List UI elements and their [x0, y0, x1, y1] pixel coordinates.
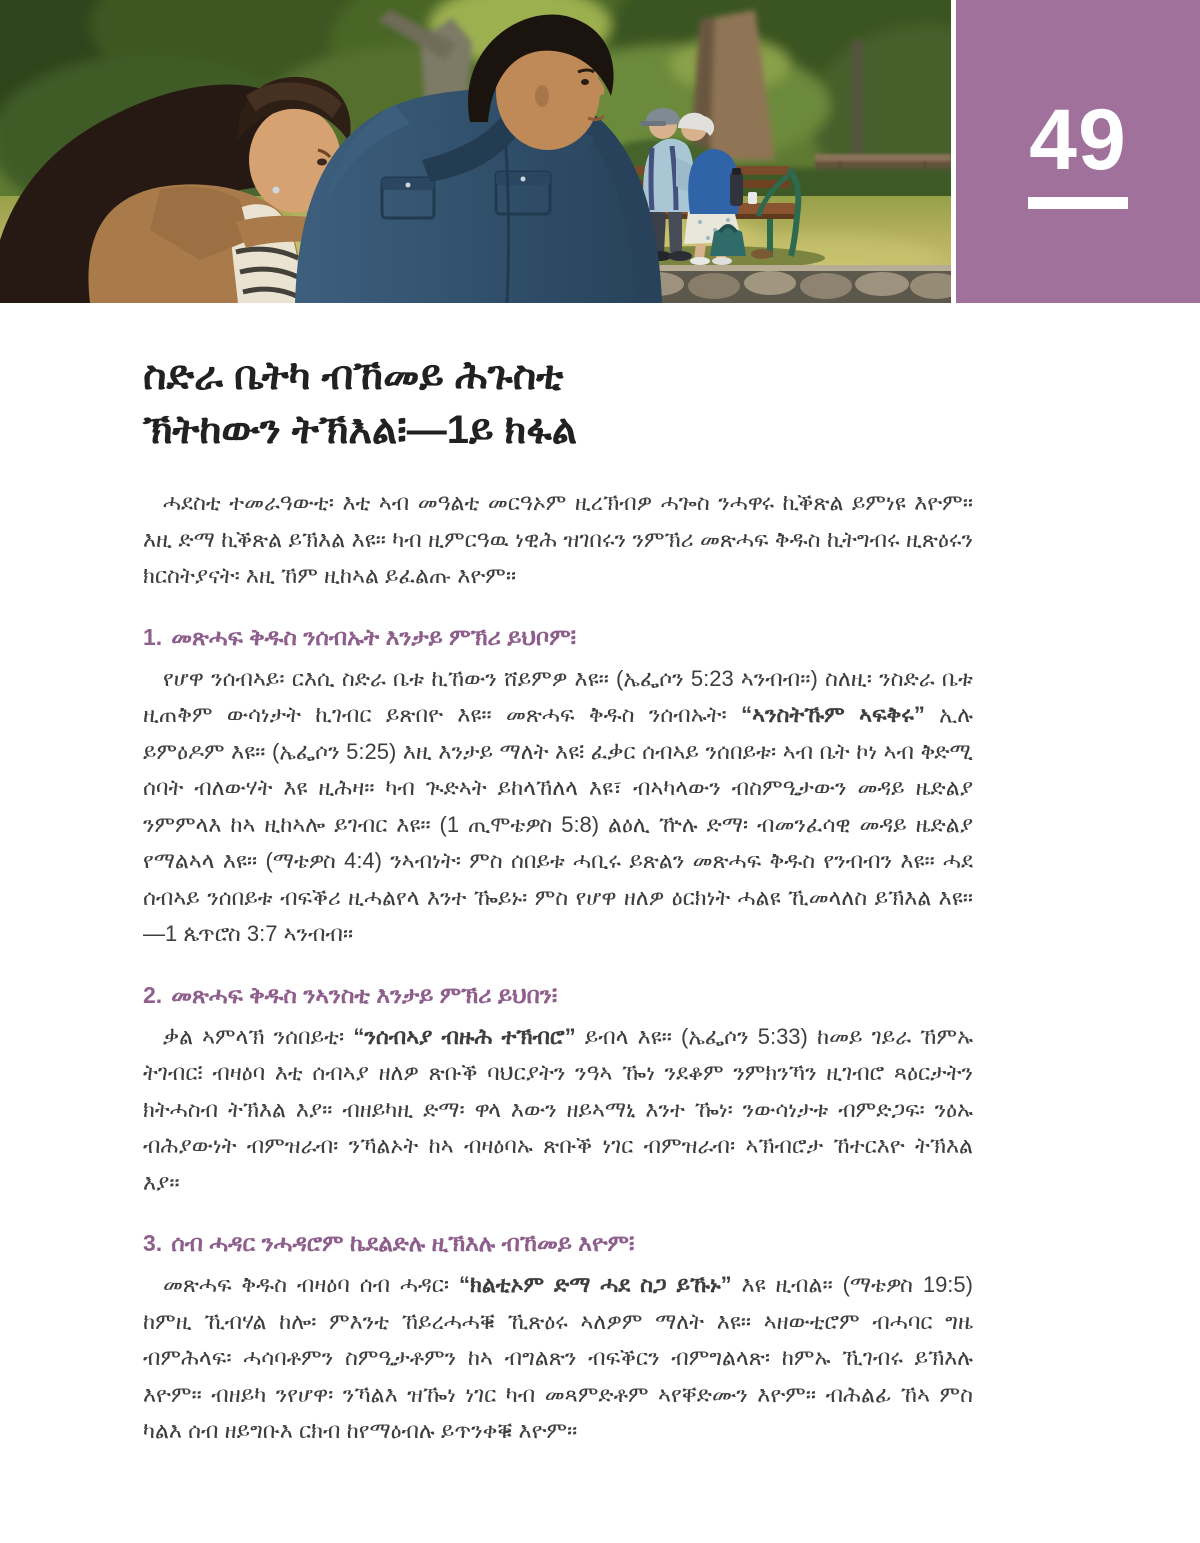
section-2-heading-text: መጽሓፍ ቅዱስ ንኣንስቲ እንታይ ምኽሪ ይህበን፧ — [171, 981, 558, 1008]
page-title-line-1: ስድራ ቤትካ ብኸመይ ሕጉስቲ — [143, 354, 564, 398]
chapter-underline — [1028, 197, 1128, 209]
header-photo — [0, 0, 951, 303]
chapter-number: 49 — [1029, 92, 1127, 189]
section-1-heading-text: መጽሓፍ ቅዱስ ንሰብኡት እንታይ ምኽሪ ይህቦም፧ — [171, 623, 577, 650]
section-2-number: 2. — [143, 981, 163, 1008]
section-2 — [143, 980, 973, 1202]
chapter-number-box — [956, 0, 1200, 303]
lesson-content — [143, 485, 973, 1450]
section-3-heading — [143, 1228, 973, 1258]
section-1-number: 1. — [143, 623, 163, 650]
section-3-heading-text: ሰብ ሓዳር ንሓዳሮም ኬደልድሉ ዚኽእሉ ብኸመይ እዮም፧ — [171, 1230, 635, 1256]
page-title-line-2: ኽትከውን ትኽእል፧—1ይ ክፋል — [143, 408, 578, 452]
section-2-paragraph: ቃል ኣምላኽ ንሰበይቲ፡ “ንሰብኣያ ብዙሕ ተኽብሮ” ይብላ እዩ። (ኤፌሶን 5:33) ከመይ ገይራ ኸምኡ ትገብር፧ ብዛዕባ እቲ ሰብኣያ ዘለዎ ጽቡቕ ባህርያትን ንዓኣ ዀነ ንደቆም ንምክንኻን ዚገብሮ ጻዕርታትን ክትሓስብ ትኽእል እያ። ብዘይካዚ ድማ፡ ዋላ እውን ዘይኣማኒ እንተ ዀነ፡ ንውሳነታቱ ብምድጋፍ፡ ንዕኡ ብሕያውነት ብምዝራብ፡ ንኻልኦት ከኣ ብዛዕባኡ ጽቡቕ ነገር ብምዝራብ፡ ኣኽብሮታ ኸተርእዮ ትኽእል እያ። — [143, 1023, 973, 1195]
section-1 — [143, 622, 973, 953]
section-3 — [143, 1228, 973, 1450]
park-scene-illustration — [0, 0, 951, 303]
section-3-paragraph: መጽሓፍ ቅዱስ ብዛዕባ ሰብ ሓዳር፡ “ክልቲኦም ድማ ሓደ ስጋ ይኹኑ” እዩ ዚብል። (ማቴዎስ 19:5) ከምዚ ኺብሃል ከሎ፡ ምእንቲ ኸይረሓሓቑ ኺጽዕሩ ኣለዎም ማለት እዩ። ኣዘውቲሮም ብሓባር ግዜ ብምሕላፍ፡ ሓሳባቶምን ስምዒታቶምን ከኣ ብግልጽን ብፍቕርን ብምግልላጽ፡ ከምኡ ኺገብሩ ይኽእሉ እዮም። ብዘይካ ንየሆዋ፡ ንኻልእ ዝዀነ ነገር ካብ መጻምድቶም ኣየቐድሙን እዮም። ብሕልፊ ኸኣ ምስ ካልእ ሰብ ዘይግቡእ ርክብ ከየማዕብሉ ይጥንቀቑ እዮም። — [143, 1272, 973, 1443]
page-title — [143, 349, 1003, 457]
section-1-heading — [143, 622, 973, 652]
page-header — [0, 0, 1200, 303]
section-1-paragraph: የሆዋ ንሰብኣይ፡ ርእሲ ስድራ ቤቱ ኪኸውን ሸይምዎ እዩ። (ኤፌሶን 5:23 ኣንብብ።) ስለዚ፡ ንስድራ ቤቱ ዚጠቅም ውሳነታት ኪገብር ይጽበዮ እዩ። መጽሓፍ ቅዱስ ንሰብኡት፡ “ኣንስትኹም ኣፍቅሩ” ኢሉ ይምዕዶም እዩ። (ኤፌሶን 5:25) እዚ እንታይ ማለት እዩ፧ ፈቃር ሰብኣይ ንሰበይቱ፡ ኣብ ቤት ኮነ ኣብ ቅድሚ ሰባት ብለውሃት እዩ ዚሕዛ። ካብ ጒድኣት ይከላኸለላ እዩ፣ ብኣካላውን ብስምዒታውን መዳይ ዜድልያ ንምምላእ ከኣ ዚከኣሎ ይገብር እዩ። (1 ጢሞቴዎስ 5:8) ልዕሊ ዅሉ ድማ፡ ብመንፈሳዊ መዳይ ዜድልያ የማልኣላ እዩ። (ማቴዎስ 4:4) ንኣብነት፡ ምስ ሰበይቱ ሓቢሩ ይጽልን መጽሓፍ ቅዱስ የንብብን እዩ። ሓደ ሰብኣይ ንሰበይቱ ብፍቕሪ ዚሓልየላ እንተ ዀይኑ፡ ምስ የሆዋ ዘለዎ ዕርክነት ሓልዩ ኺመላለስ ይኽእል እዩ።—1 ጴጥሮስ 3:7 ኣንብብ። — [143, 665, 974, 946]
intro-paragraph: ሓደስቲ ተመራዓውቲ፡ እቲ ኣብ መዓልቲ መርዓኦም ዚረኽብዎ ሓጐስ ንሓዋሩ ኪቕጽል ይምነዩ እዮም። እዚ ድማ ኪቕጽል ይኽእል እዩ። ካብ ዚምርዓዉ ነዊሕ ዝገበሩን ንምኽሪ መጽሓፍ ቅዱስ ኪትግብሩ ዚጽዕሩን ክርስትያናት፡ እዚ ኸም ዚከኣል ይፈልጡ እዮም። — [143, 490, 973, 588]
section-3-number: 3. — [143, 1230, 163, 1256]
section-2-heading — [143, 980, 973, 1010]
